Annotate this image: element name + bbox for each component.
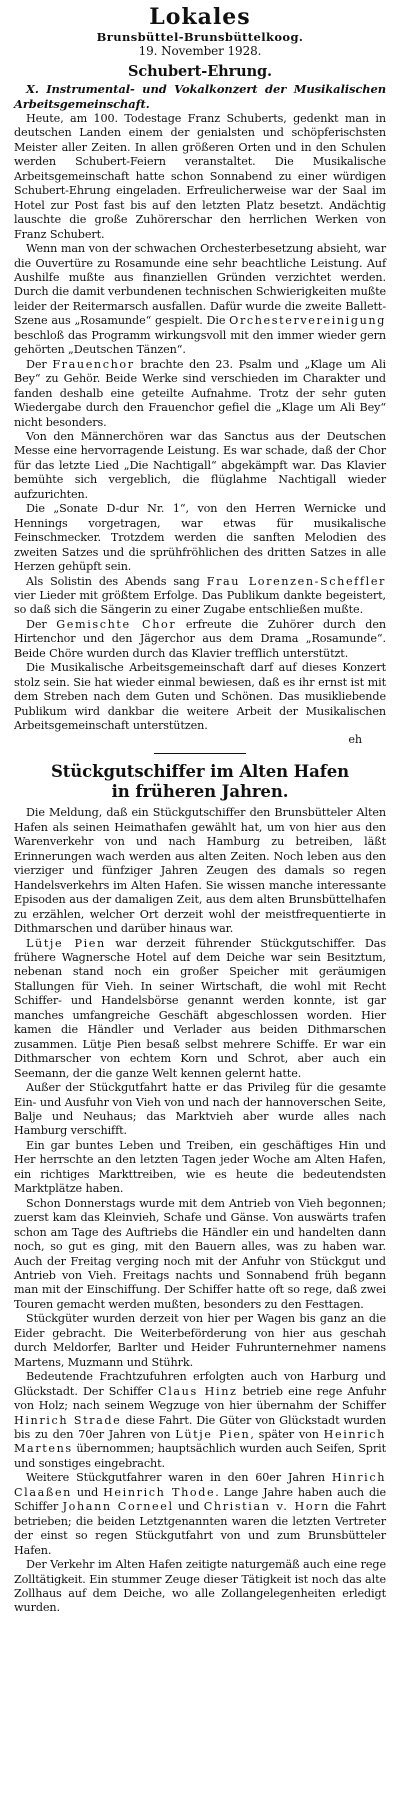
article-schubert bbox=[14, 63, 386, 747]
paragraph: Als Solistin des Abends sang Frau Lorenzen-Scheffler vier Lieder mit größtem Erfolge. Das Publikum dankte begeistert, so daß sich die Sängerin zu einer Zugabe entschließen mußte. bbox=[14, 574, 386, 617]
paragraph: Die Musikalische Arbeitsgemeinschaft darf auf dieses Konzert stolz sein. Sie hat wieder einmal bewiesen, daß es ihr ernst ist mit dem Streben nach dem Guten und Schönen. Das musikliebende Publikum wird dankbar die weitere Arbeit der Musikalischen Arbeitsgemeinschaft unterstützen. bbox=[14, 661, 386, 733]
article-body bbox=[14, 806, 386, 1615]
article-kicker bbox=[14, 82, 386, 111]
paragraph: Der Gemischte Chor erfreute die Zuhörer durch den Hirtenchor und den Jägerchor aus dem Drama „Rosamunde“. Beide Chöre wurden durch das Klavier trefflich unterstützt. bbox=[14, 617, 386, 660]
paragraph: Außer der Stückgutfahrt hatte er das Privileg für die gesamte Ein- und Ausfuhr von Vieh von und nach der hannoverschen Seite, Balje und Neuhaus; das Marktvieh aber wurde alles nach Hamburg verschifft. bbox=[14, 1081, 386, 1138]
headline-line: in früheren Jahren. bbox=[111, 782, 289, 802]
article-stueckgutschiffer bbox=[14, 762, 386, 1615]
paragraph: Weitere Stückgutfahrer waren in den 60er Jahren Hinrich Claaßen und Heinrich Thode. Lange Jahre haben auch die Schiffer Johann Corneel und Christian v. Horn die Fahrt betrieben; die beiden Letztgenannten waren die letzten Vertreter der einst so regen Stückgutfahrt von und zum Brunsbütteler Hafen. bbox=[14, 1471, 387, 1557]
headline-line: Stückgutschiffer im Alten Hafen bbox=[50, 762, 350, 782]
paragraph: Wenn man von der schwachen Orchesterbesetzung absieht, war die Ouvertüre zu Rosamunde eine sehr beachtliche Leistung. Auf Aushilfe mußte aus finanziellen Gründen verzichtet werden. Durch die damit verbundenen technischen Schwierigkeiten mußte leider der Reitermarsch ausfallen. Dafür wurde die zweite Ballett-Szene aus „Rosamunde“ gespielt. Die Orchestervereinigung beschloß das Programm wirkungsvoll mit den immer wieder gern gehörten „Deutschen Tänzen“. bbox=[14, 242, 386, 357]
kicker-text: X. Instrumental- und Vokalkonzert der Musikalischen Arbeitsgemeinschaft. bbox=[14, 82, 386, 111]
article-headline: Schubert-Ehrung. bbox=[127, 63, 272, 80]
author-initials: eh bbox=[348, 733, 362, 747]
paragraph: Ein gar buntes Leben und Treiben, ein geschäftiges Hin und Her herrschte an den letzten Tagen jeder Woche am Alten Hafen, ein richtiges Markttreiben, wie es heute die bedeutendsten Marktplätze haben. bbox=[14, 1138, 386, 1196]
paragraph: Lütje Pien war derzeit führender Stückgutschiffer. Das frühere Wagnersche Hotel auf dem Deiche war sein Besitztum, nebenan stand noch ein großer Speicher mit geräumigen Stallungen für Vieh. In seiner Wirtschaft, die wohl mit Recht Schiffer- und Handelsbörse genannt werden konnte, ist gar manches umfangreiche Geschäft abgeschlossen worden. Hier kamen die Händler und Verlader aus beiden Dithmarschen zusammen. Lütje Pien besaß selbst mehrere Schiffe. Er war ein Dithmarscher von echtem Korn und Schrot, aber auch ein Seemann, der die ganze Welt kennen gelernt hatte. bbox=[14, 936, 386, 1080]
paragraph: Die „Sonate D-dur Nr. 1“, von den Herren Wernicke und Hennings vorgetragen, war etwas für musikalische Feinschmecker. Trotzdem werden die sanften Melodien des zweiten Satzes und die sprühfröhlichen des dritten Satzes in alle Herzen gehüpft sein. bbox=[14, 502, 386, 574]
paragraph: Von den Männerchören war das Sanctus aus der Deutschen Messe eine hervorragende Leistung. Es war schade, daß der Chor für das letzte Lied „Die Nachtigall“ abgekämpft war. Das Klavier bemühte sich vergeblich, die flüglahme Nachtigall wieder aufzurichten. bbox=[14, 429, 386, 501]
paragraph: Schon Donnerstags wurde mit dem Antrieb von Vieh begonnen; zuerst kam das Kleinvieh, Schafe und Gänse. Von auswärts trafen schon am Tage des Auftriebs die Händler ein und handelten dann noch, so gut es ging, mit den Bauern alles, was zu haben war. Auch der Freitag verging noch mit der Anfuhr von Stückgut und Antrieb von Vieh. Freitags nachts und Sonnabend früh begann man mit der Einschiffung. Der Schiffer hatte oft so rege, daß zwei Touren gemacht werden mußten, besonders zu den Festtagen. bbox=[14, 1196, 386, 1311]
paragraph: Der Verkehr im Alten Hafen zeitigte naturgemäß auch eine rege Zolltätigkeit. Ein stummer Zeuge dieser Tätigkeit ist noch das alte Zollhaus auf dem Deiche, wo alle Zollangelegenheiten erledigt wurden. bbox=[14, 1558, 386, 1615]
section-masthead: Lokales bbox=[149, 4, 251, 30]
paragraph: Die Meldung, daß ein Stückgutschiffer den Brunsbütteler Alten Hafen als seinen Heimathafen gewählt hat, um von hier aus den Warenverkehr von und nach Hamburg zu betreiben, läßt Erinnerungen wach werden aus alten Zeiten. Noch leben aus den vierziger und fünfziger Jahren Zeugen des damals so regen Handelsverkehrs im Alten Hafen. Sie wissen manche interessante Episoden aus der damaligen Zeit, aus dem alten Brunsbüttelhafen zu erzählen, welcher Ort derzeit wohl der meistfrequentierte in Dithmarschen und darüber hinaus war. bbox=[14, 806, 386, 936]
article-body bbox=[14, 112, 386, 733]
paragraph: Stückgüter wurden derzeit von hier per Wagen bis ganz an die Eider gebracht. Die Weiterbeförderung von hier aus geschah durch Meldorfer, Barlter und Heider Fuhrunternehmer namens Martens, Muzmann und Stührk. bbox=[14, 1312, 386, 1369]
paragraph: Bedeutende Frachtzufuhren erfolgten auch von Harburg und Glückstadt. Der Schiffer Claus Hinz betrieb eine rege Anfuhr von Holz; nach seinem Wegzuge von hier übernahm der Schiffer Hinrich Strade diese Fahrt. Die Güter von Glückstadt wurden bis zu den 70er Jahren von Lütje Pien, später von Heinrich Martens übernommen; hauptsächlich wurden auch Seifen, Sprit und sonstiges eingebracht. bbox=[14, 1370, 386, 1470]
article-divider bbox=[154, 753, 246, 754]
article-headline bbox=[14, 762, 386, 802]
paragraph: Der Frauenchor brachte den 23. Psalm und „Klage um Ali Bey“ zu Gehör. Beide Werke sind verschieden im Charakter und fanden deshalb eine geteilte Aufnahme. Trotz der sehr guten Wiedergabe durch den Frauenchor gefiel die „Klage um Ali Bey“ nicht besonders. bbox=[14, 357, 386, 429]
issue-date: 19. November 1928. bbox=[138, 44, 262, 58]
section-subline: Brunsbüttel-Brunsbüttelkoog. bbox=[96, 30, 304, 44]
paragraph: Heute, am 100. Todestage Franz Schuberts, gedenkt man in deutschen Landen einem der genialsten und schöpferischsten Meister aller Zeiten. In allen größeren Orten und in den Schulen werden Schubert-Feiern veranstaltet. Die Musikalische Arbeitsgemeinschaft hatte schon Sonnabend zu einer würdigen Schubert-Ehrung eingeladen. Erfreulicherweise war der Saal im Hotel zur Post fast bis auf den letzten Platz besetzt. Andächtig lauschte die große Zuhörerschar den herrlichen Werken von Franz Schubert. bbox=[14, 112, 386, 241]
